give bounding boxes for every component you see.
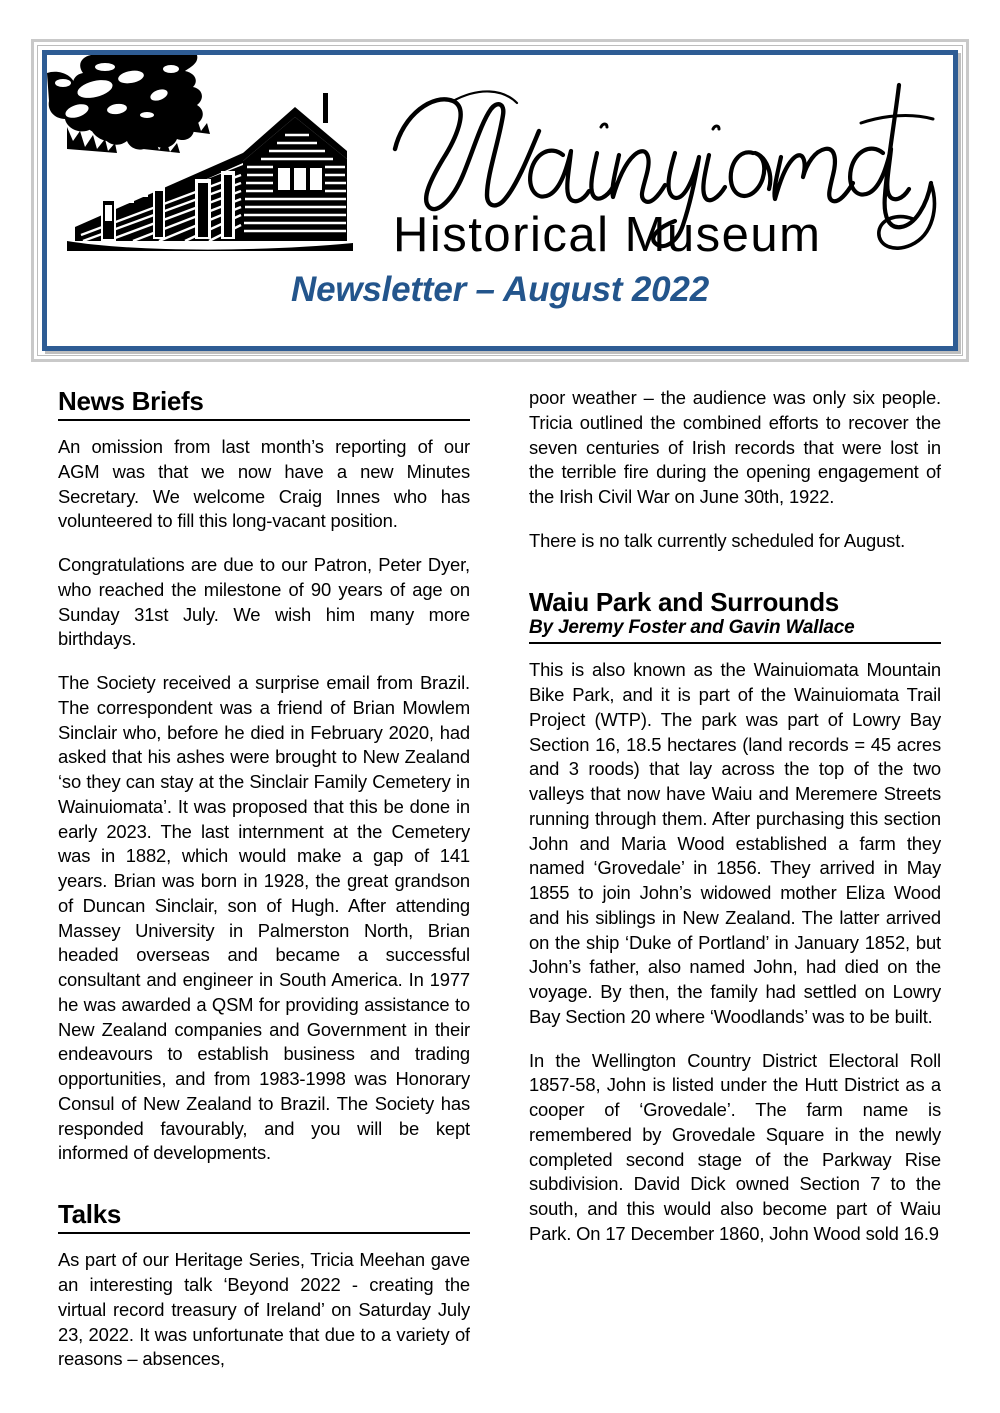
heading-divider: [58, 419, 470, 421]
section-heading-talks: Talks: [58, 1199, 122, 1230]
section-byline: By Jeremy Foster and Gavin Wallace: [529, 616, 855, 638]
paragraph: In the Wellington Country District Electoral Roll 1857-58, John is listed under the Hutt District as a cooper of ‘Grovedale’. The farm name is remembered by Grovedale Square in the newly completed second stage of the Parkway Rise subdivision. David Dick owned Section 7 to the south, and this would also become part of Waiu Park. On 17 December 1860, John Wood sold 16.9: [529, 1049, 941, 1244]
paragraph: This is also known as the Wainuiomata Mountain Bike Park, and it is part of the Wainuiomata Trail Project (WTP). The park was part of Lowry Bay Section 16, 18.5 hectares (land records = 45 acres and 3 roods) that lay across the top of the two valleys that now have Waiu and Meremere Streets running through them. After purchasing this section John and Maria Wood established a farm they named ‘Grovedale’ in 1856. They arrived in May 1855 to join John’s widowed mother Eliza Wood and his siblings in New Zealand. The latter arrived on the ship ‘Duke of Portland’ in January 1852, but John’s father, also named John, had died on the voyage. By then, the family had settled on Lowry Bay Section 20 where ‘Woodlands’ was to be built.: [529, 659, 941, 1027]
paragraph: An omission from last month’s reporting of our AGM was that we now have a new Minutes Secretary. We welcome Craig Innes who has volunteered to fill this long-vacant position.: [58, 436, 470, 532]
article-columns: [0, 386, 1000, 1413]
left-column: [58, 386, 470, 1413]
right-column: [529, 386, 941, 1413]
paragraph: poor weather – the audience was only six people. Tricia outlined the combined efforts to recover the seven centuries of Irish records that were lost in the terrible fire during the opening engagement of the Irish Civil War on June 30th, 1922.: [529, 387, 941, 507]
issue-title: Newsletter – August 2022: [291, 270, 709, 309]
masthead-frame: [31, 39, 969, 362]
museum-building-illustration-icon: [47, 55, 387, 267]
section-heading-news-briefs: News Briefs: [58, 386, 204, 416]
heading-divider: [58, 1232, 470, 1234]
paragraph: There is no talk currently scheduled for August.: [529, 529, 906, 551]
paragraph: Congratulations are due to our Patron, Peter Dyer, who reached the milestone of 90 years of age on Sunday 31st July. We wish him many more birthdays.: [58, 554, 470, 650]
museum-wordmark: [387, 79, 947, 269]
section-spacer: [529, 573, 941, 587]
section-heading-waiu-park: Waiu Park and Surrounds: [529, 586, 839, 617]
masthead-frame-inner-blue: [42, 50, 958, 351]
paragraph: As part of our Heritage Series, Tricia Meehan gave an interesting talk ‘Beyond 2022 - creating the virtual record treasury of Ireland’ on Saturday July 23, 2022. It was unfortunate that due to a variety of reasons – absences,: [58, 1249, 470, 1370]
section-spacer: [58, 1185, 470, 1199]
paragraph: The Society received a surprise email from Brazil. The correspondent was a friend of Brian Mowlem Sinclair who, before he died in February 2020, had asked that his ashes were brought to New Zealand ‘so they can stay at the Sinclair Family Cemetery in Wainuiomata’. It was proposed that this be done in early 2023. The last internment at the Cemetery was in 1882, which would make a gap of 141 years. Brian was born in 1928, the great grandson of Duncan Sinclair, son of Hugh. After attending Massey University in Palmerston North, Brian headed overseas and became a successful consultant and engineer in South America. In 1977 he was awarded a QSM for providing assistance to New Zealand companies and Government in their endeavours to establish business and trading opportunities, and from 1983-1998 was Honorary Consul of New Zealand to Brazil. The Society has responded favourably, and you will be kept informed of developments.: [58, 672, 470, 1164]
heading-divider: [529, 642, 941, 644]
masthead-content: [47, 55, 953, 346]
masthead-frame-inner-grey: [37, 45, 963, 356]
svg-text:Historical Museum: Historical Museum: [393, 208, 822, 262]
